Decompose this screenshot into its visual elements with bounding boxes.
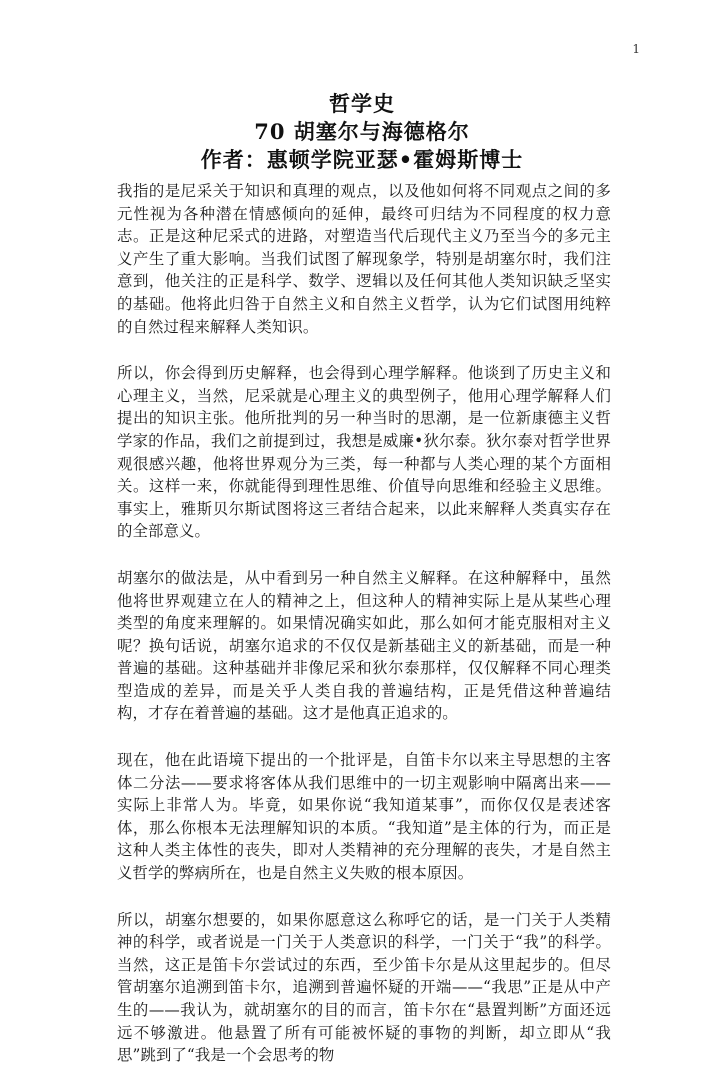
page-number: 1	[632, 42, 640, 56]
document-author: 作者：惠顿学院亚瑟•霍姆斯博士	[200, 147, 524, 172]
paragraph-1: 我指的是尼采关于知识和真理的观点，以及他如何将不同观点之间的多元性视为各种潜在情感倾向的延伸，最终可归结为不同程度的权力意志。正是这种尼采式的进路，对塑造当代后现代主义乃至当今的多元主义产生了重大影响。当我们试图了解现象学，特别是胡塞尔时，我们注意到，他关注的正是科学、数学、逻辑以及任何其他人类知识缺乏坚实的基础。他将此归咎于自然主义和自然主义哲学，认为它们试图用纯粹的自然过程来解释人类知识。	[117, 182, 611, 336]
document-subtitle: 70 胡塞尔与海德格尔	[254, 119, 470, 144]
paragraph-3: 胡塞尔的做法是，从中看到另一种自然主义解释。在这种解释中，虽然他将世界观建立在人的精神之上，但这种人的精神实际上是从某些心理类型的角度来理解的。如果情况确实如此，那么如何才能克服相对主义呢？换句话说，胡塞尔追求的不仅仅是新基础主义的新基础，而是一种普遍的基础。这种基础并非像尼采和狄尔泰那样，仅仅解释不同心理类型造成的差异，而是关乎人类自我的普遍结构，正是凭借这种普遍结构，才存在着普遍的基础。这才是他真正追求的。	[117, 568, 611, 723]
paragraph-4: 现在，他在此语境下提出的一个批评是，自笛卡尔以来主导思想的主客体二分法——要求将客体从我们思维中的一切主观影响中隔离出来——实际上非常人为。毕竟，如果你说“我知道某事”，而你仅仅是表述客体，那么你根本无法理解知识的本质。“我知道”是主体的行为，而正是这种人类主体性的丧失，即对人类精神的充分理解的丧失，才是自然主义哲学的弊病所在，也是自然主义失败的根本原因。	[117, 751, 611, 883]
document-title: 哲学史	[329, 91, 395, 116]
paragraph-2: 所以，你会得到历史解释，也会得到心理学解释。他谈到了历史主义和心理主义，当然，尼采就是心理主义的典型例子，他用心理学解释人们提出的知识主张。他所批判的另一种当时的思潮，是一位新康德主义哲学家的作品，我们之前提到过，我想是威廉•狄尔泰。狄尔泰对哲学世界观很感兴趣，他将世界观分为三类，每一种都与人类心理的某个方面相关。这样一来，你就能得到理性思维、价值导向思维和经验主义思维。事实上，雅斯贝尔斯试图将这三者结合起来，以此来解释人类真实存在的全部意义。	[117, 364, 611, 541]
document-body	[117, 180, 611, 1091]
document-header	[0, 90, 724, 174]
paragraph-5: 所以，胡塞尔想要的，如果你愿意这么称呼它的话，是一门关于人类精神的科学，或者说是一门关于人类意识的科学，一门关于“我”的科学。当然，这正是笛卡尔尝试过的东西，至少笛卡尔是从这里起步的。但尽管胡塞尔追溯到笛卡尔，追溯到普遍怀疑的开端——“我思”正是从中产生的——我认为，就胡塞尔的目的而言，笛卡尔在“悬置判断”方面还远远不够激进。他悬置了所有可能被怀疑的事物的判断，却立即从“我思”跳到了“我是一个会思考的物	[117, 910, 611, 1065]
